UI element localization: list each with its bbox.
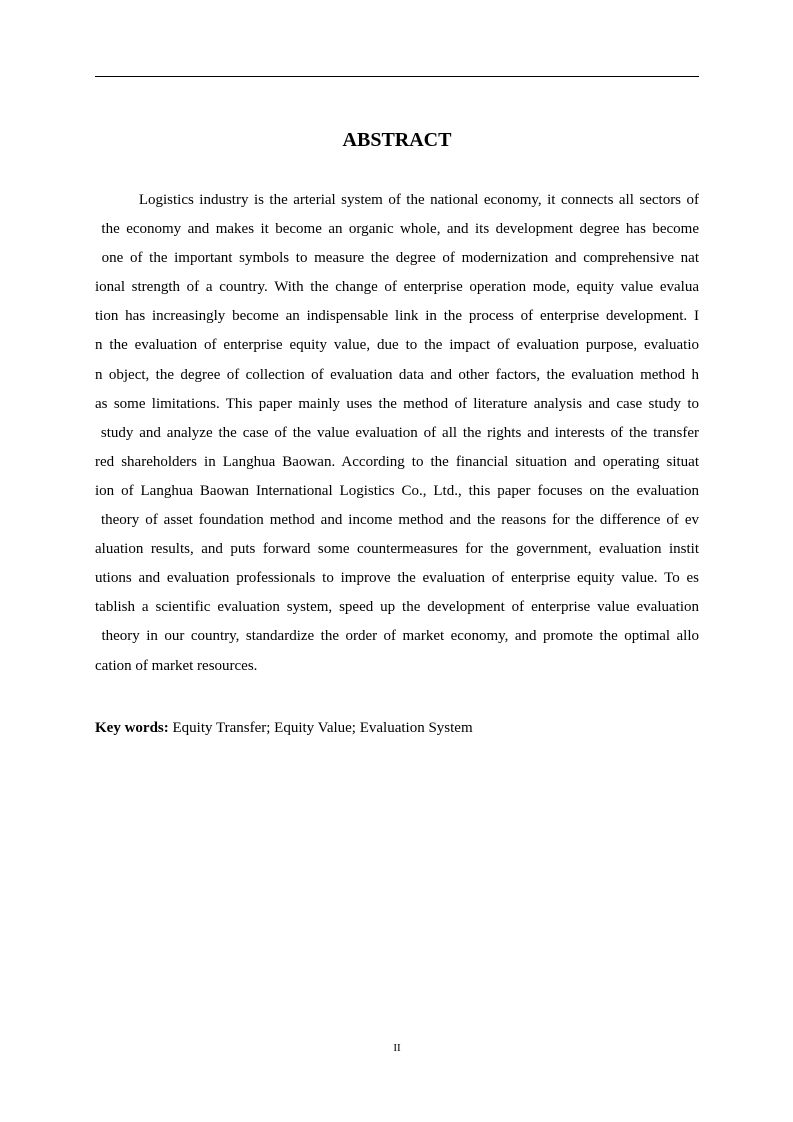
- abstract-line: aluation results, and puts forward some countermeasures for the government, evaluation instit: [95, 541, 699, 558]
- abstract-line: tion has increasingly become an indispensable link in the process of enterprise development. I: [95, 308, 699, 325]
- abstract-line: Logistics industry is the arterial system of the national economy, it connects all sectors of: [95, 192, 699, 208]
- abstract-line: study and analyze the case of the value evaluation of all the rights and interests of the transfer: [95, 424, 699, 441]
- abstract-line: theory of asset foundation method and income method and the reasons for the difference of ev: [95, 512, 699, 529]
- abstract-line: utions and evaluation professionals to improve the evaluation of enterprise equity value. To es: [95, 570, 699, 587]
- abstract-line: red shareholders in Langhua Baowan. According to the financial situation and operating situat: [95, 453, 699, 470]
- keywords: [95, 716, 699, 740]
- abstract-line: ion of Langhua Baowan International Logistics Co., Ltd., this paper focuses on the evaluation: [95, 482, 699, 499]
- keywords-label: Key words:: [95, 720, 169, 736]
- abstract-line: the economy and makes it become an organic whole, and its development degree has become: [95, 221, 699, 238]
- abstract-line: n object, the degree of collection of evaluation data and other factors, the evaluation method h: [95, 366, 699, 383]
- abstract-line: n the evaluation of enterprise equity value, due to the impact of evaluation purpose, evaluatio: [95, 337, 699, 354]
- keywords-text: Equity Transfer; Equity Value; Evaluation System: [168, 720, 473, 736]
- abstract-body: [95, 186, 699, 681]
- abstract-line: cation of market resources.: [95, 657, 258, 674]
- abstract-line: ional strength of a country. With the change of enterprise operation mode, equity value evalua: [95, 279, 699, 296]
- abstract-title: ABSTRACT: [342, 129, 452, 151]
- abstract-line: tablish a scientific evaluation system, speed up the development of enterprise value evaluation: [95, 599, 699, 616]
- abstract-line: as some limitations. This paper mainly uses the method of literature analysis and case study to: [95, 395, 699, 412]
- header-rule: [95, 76, 699, 77]
- page-number: II: [393, 1042, 401, 1054]
- abstract-line: theory in our country, standardize the order of market economy, and promote the optimal allo: [95, 628, 699, 645]
- abstract-line: one of the important symbols to measure the degree of modernization and comprehensive nat: [95, 250, 699, 267]
